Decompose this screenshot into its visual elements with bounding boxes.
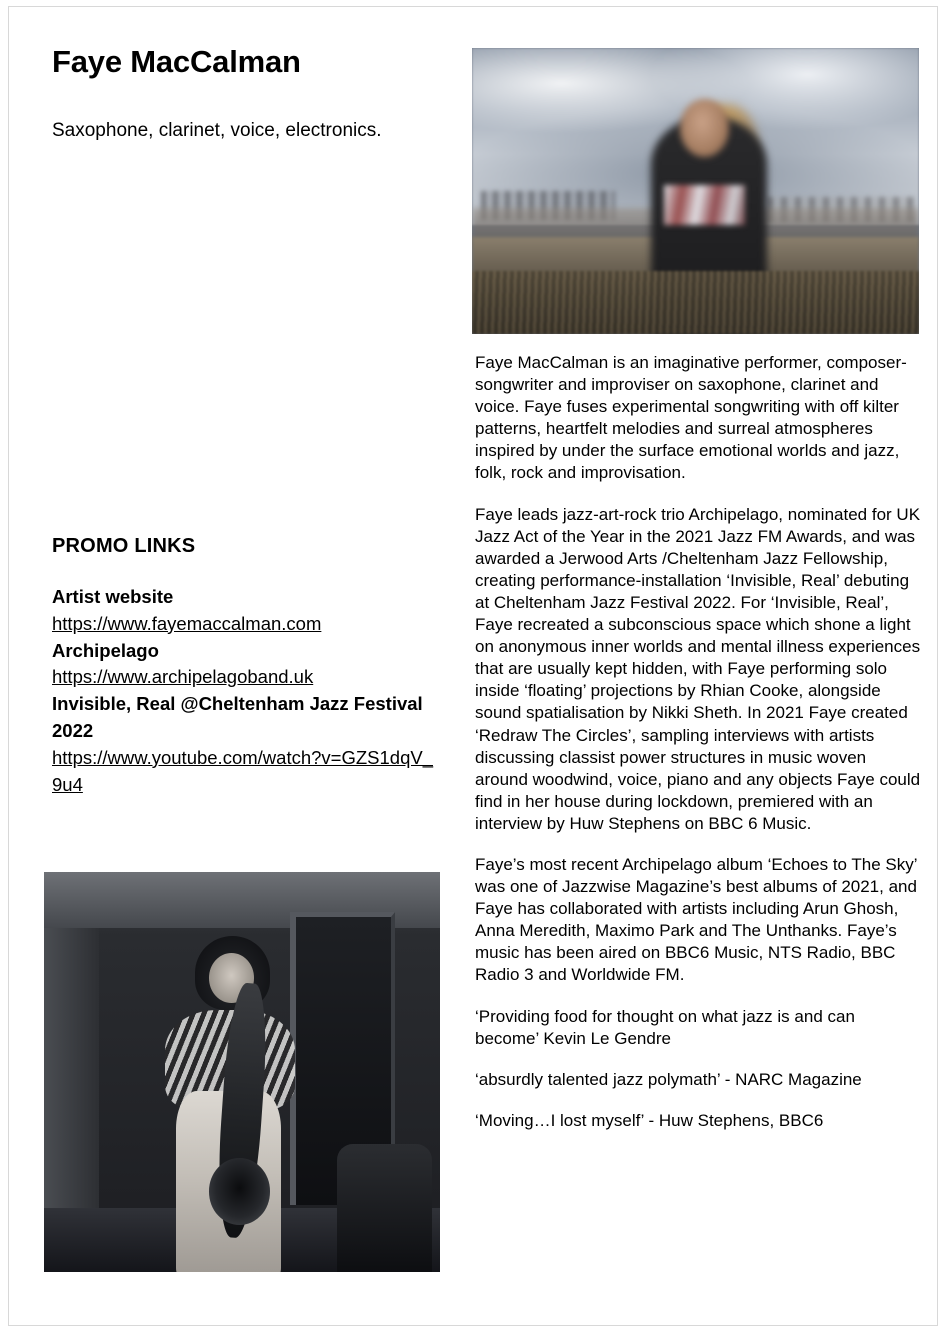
portrait-photo: [472, 48, 919, 334]
photo-chair: [337, 1144, 432, 1272]
press-quote: ‘Providing food for thought on what jazz is and can become’ Kevin Le Gendre: [475, 1006, 855, 1048]
promo-link-item: [52, 638, 442, 692]
bio-paragraph: Faye MacCalman is an imaginative performer, composer-songwriter and improviser on saxophone, clarinet and voice. Faye fuses experimental songwriting with off kilter patterns, heartfelt melodies and surreal atmospheres inspired by under the surface emotional worlds and jazz, folk, rock and improvisation.: [475, 353, 907, 483]
header-block: [52, 44, 442, 143]
page-title: Faye MacCalman: [52, 44, 301, 79]
photo-wall-panel: [44, 928, 99, 1208]
promo-links-heading: PROMO LINKS: [52, 535, 196, 557]
photo-saxophone-bell: [209, 1158, 271, 1225]
promo-links-section: [52, 535, 442, 799]
promo-link-item: [52, 691, 442, 798]
performance-photo: [44, 872, 440, 1272]
promo-link-label: Artist website: [52, 586, 174, 607]
photo-figure-shirt: [664, 185, 744, 225]
promo-link-item: [52, 584, 442, 638]
photo-performer: [163, 936, 298, 1272]
photo-foreground-grass: [472, 271, 919, 334]
promo-link-url[interactable]: https://www.fayemaccalman.com: [52, 612, 322, 634]
press-quote: ‘absurdly talented jazz polymath’ - NARC Magazine: [475, 1069, 862, 1089]
promo-link-label: Archipelago: [52, 639, 159, 661]
bio-paragraph: Faye’s most recent Archipelago album ‘Echoes to The Sky’ was one of Jazzwise Magazine’s best albums of 2021, and Faye has collaborated with artists including Arun Ghosh, Anna Meredith, Maximo Park and The Unthanks. Faye’s music has been aired on BBC6 Music, NTS Radio, BBC Radio 3 and Worldwide FM.: [475, 854, 917, 985]
promo-link-url[interactable]: https://www.archipelagoband.uk: [52, 666, 314, 688]
bio-paragraph: Faye leads jazz-art-rock trio Archipelago, nominated for UK Jazz Act of the Year in the 2021 Jazz FM Awards, and was awarded a Jerwood Arts /Cheltenham Jazz Fellowship, creating performance-installation ‘Invisible, Real’ debuting at Cheltenham Jazz Festival 2022. For ‘Invisible, Real’, Faye recreated a subconscious space which shone a light on anonymous inner worlds and mental illness experiences that are usually kept hidden, with Faye performing solo inside ‘floating’ projections by Rhian Cooke, alongside sound spatialisation by Nikki Sheth. In 2021 Faye created ‘Redraw The Circles’, sampling interviews with artists discussing classist power structures in music woven around woodwind, voice, piano and any objects Faye could find in her house during lockdown, premiered with an interview by Huw Stephens on BBC 6 Music.: [475, 504, 921, 833]
page-subtitle: Saxophone, clarinet, voice, electronics.: [52, 119, 382, 141]
biography-text: [475, 352, 923, 1132]
promo-link-label: Invisible, Real @Cheltenham Jazz Festival 2022: [52, 693, 423, 742]
photo-figure-head: [680, 99, 729, 156]
promo-link-url[interactable]: https://www.youtube.com/watch?v=GZS1dqV_9u4: [52, 746, 433, 795]
press-quote: ‘Moving…I lost myself’ - Huw Stephens, BBC6: [475, 1110, 824, 1130]
